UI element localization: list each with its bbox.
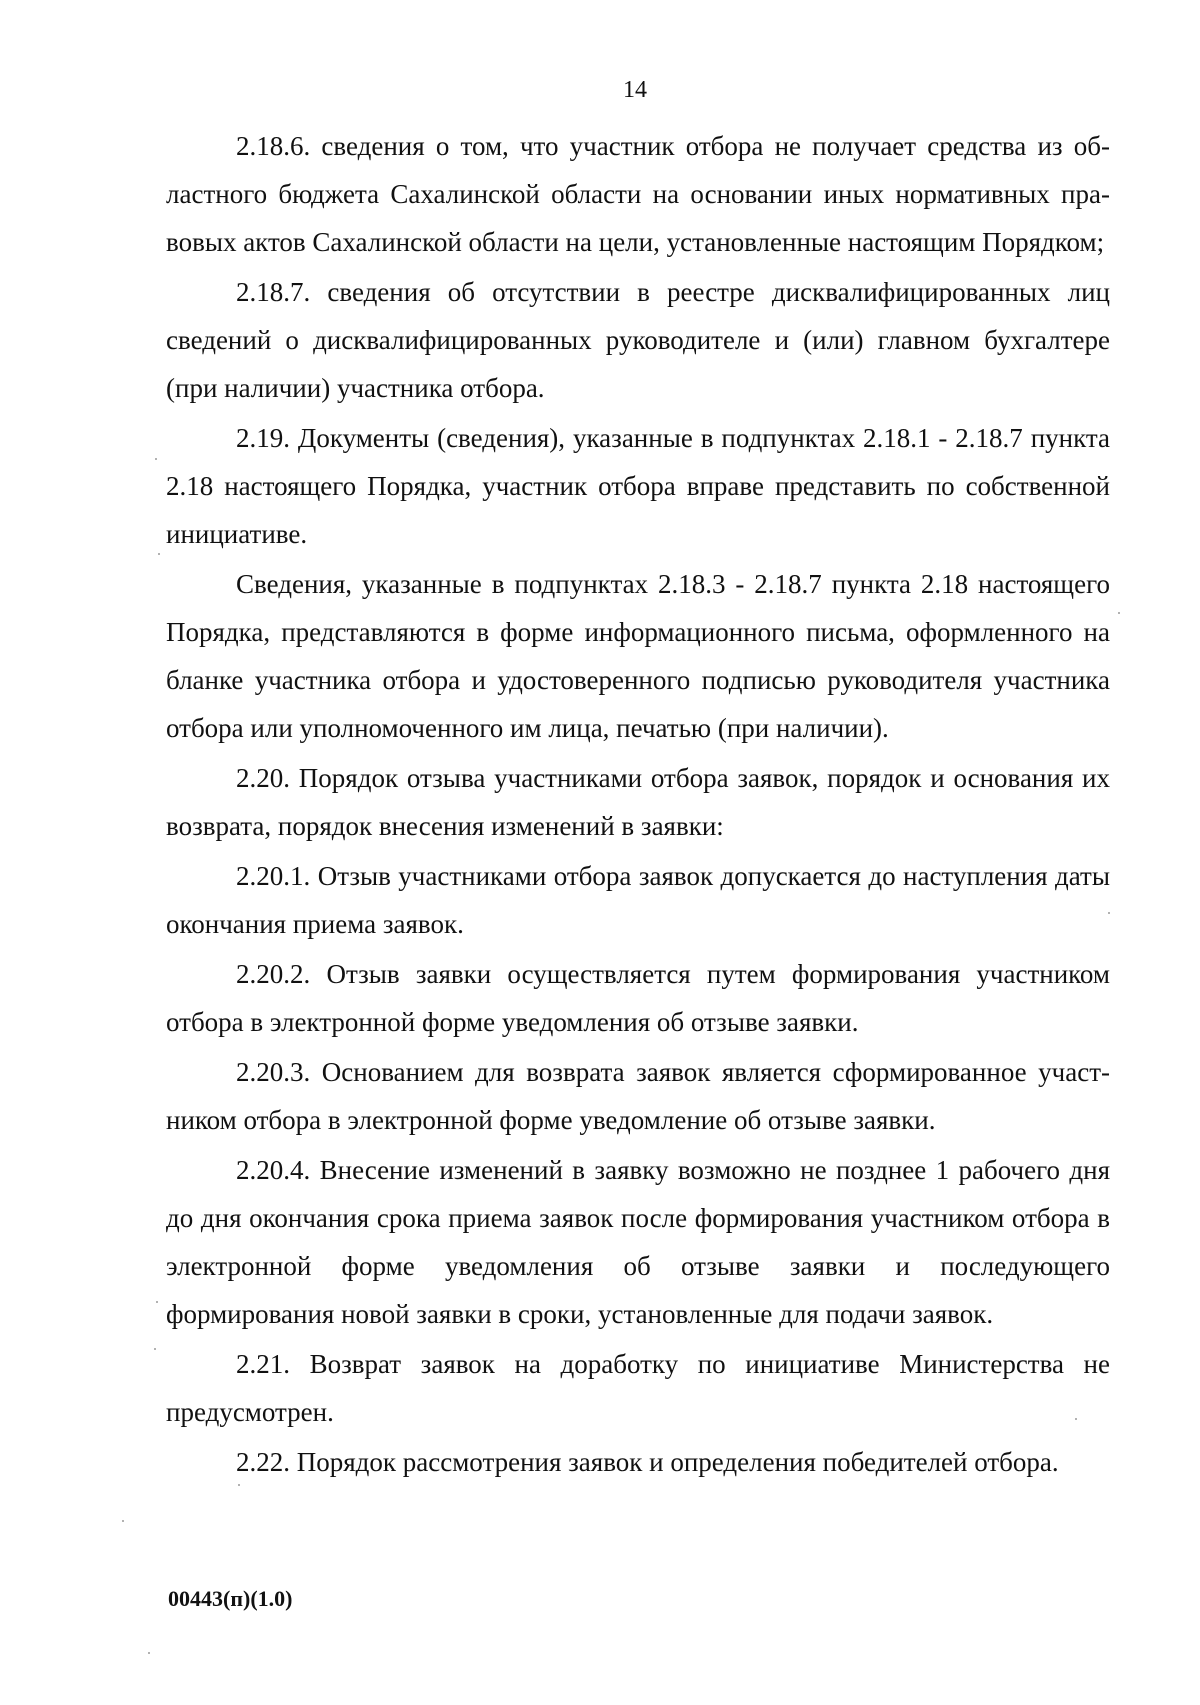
scan-speck [238,1484,240,1486]
paragraph-2-19: 2.19. Документы (сведения), указанные в подпунктах 2.18.1 - 2.18.7 пункта 2.18 настоящего Порядка, участник отбора вправе представить по собственной инициативе. [166,423,1110,549]
scan-speck [1075,1418,1077,1420]
paragraph-2-18-7: 2.18.7. сведения об отсутствии в реестре дисквалифицированных лиц сведений о дисквалифицированных руководителе и (или) главном бухгалтере (при наличии) участника отбора. [166,277,1110,403]
paragraph-2-20: 2.20. Порядок отзыва участниками отбора заявок, порядок и основания их возврата, порядок внесения изменений в заявки: [166,763,1110,841]
scan-speck [1108,912,1110,914]
paragraph-2-22: 2.22. Порядок рассмотрения заявок и определения победителей отбора. [236,1447,1059,1477]
paragraph-2-18-6: 2.18.6. сведения о том, что участник отбора не получает средства из областного бюджета Сахалинской области на основании иных нормативных правовых актов Сахалинской области на цели, установленные настоящим Порядком; [166,131,1110,257]
document-body [166,122,1110,1488]
page-number: 14 [623,77,647,103]
paragraph-2-20-1: 2.20.1. Отзыв участниками отбора заявок допускается до наступления даты окончания приема заявок. [166,861,1110,939]
scan-speck [122,1520,124,1522]
scan-speck [154,1348,156,1350]
paragraph-2-19-info-letter: Сведения, указанные в подпунктах 2.18.3 - 2.18.7 пункта 2.18 настоящего Порядка, представляются в форме информационного письма, оформленного на бланке участника отбора и удостоверенного подписью руководителя участника отбора или уполномоченного им лица, печатью (при наличии). [166,569,1110,743]
scan-speck [156,1301,158,1303]
scan-speck [1118,612,1120,614]
document-code: 00443(п)(1.0) [168,1586,293,1611]
scan-speck [155,458,157,460]
paragraph-2-21: 2.21. Возврат заявок на доработку по инициативе Министерства не предусмотрен. [166,1349,1110,1427]
paragraph-2-20-2: 2.20.2. Отзыв заявки осуществляется путем формирования участником отбора в электронной форме уведомления об отзыве заявки. [166,959,1110,1037]
scan-speck [158,553,160,555]
paragraph-2-20-3: 2.20.3. Основанием для возврата заявок является сформированное участником отбора в электронной форме уведомление об отзыве заявки. [166,1057,1110,1135]
scan-speck [148,1652,150,1654]
paragraph-2-20-4: 2.20.4. Внесение изменений в заявку возможно не позднее 1 рабочего дня до дня окончания срока приема заявок после формирования участником отбора в электронной форме уведомления об отзыве заявки и последующего формирования новой заявки в сроки, установленные для подачи заявок. [166,1155,1110,1329]
